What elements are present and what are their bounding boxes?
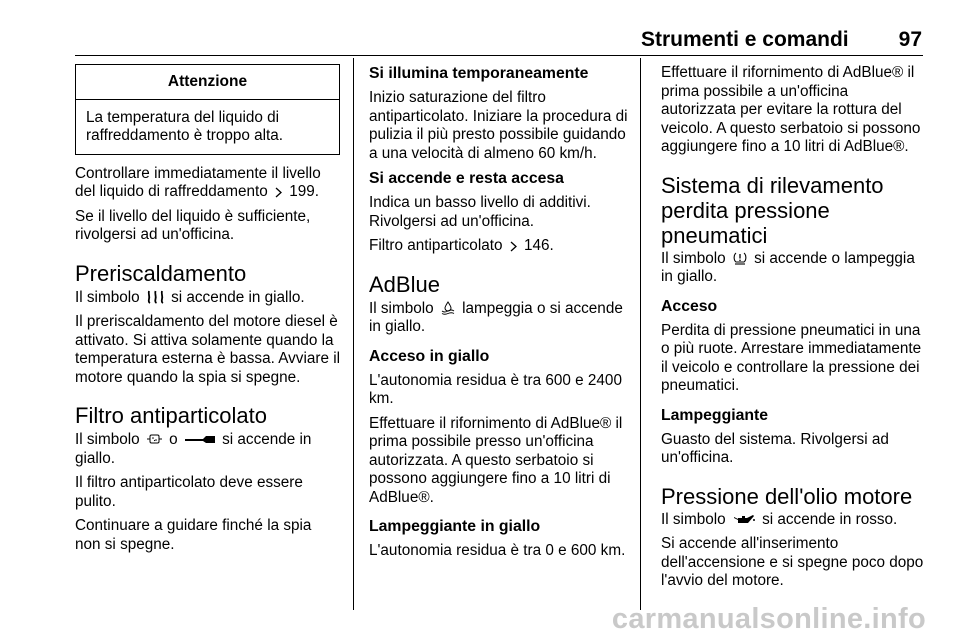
paragraph: Il simbolo si accende in giallo. (75, 288, 305, 306)
heading-acceso-giallo: Acceso in giallo (369, 347, 490, 365)
paragraph: Guasto del sistema. Rivolgersi ad un'officina. (661, 430, 889, 466)
paragraph: Il simbolo si accende o lampeggia in giallo. (661, 249, 915, 285)
paragraph: Inizio saturazione del filtro antiparticolato. Iniziare la procedura di pulizia il più presto possibile guidando a una velocità di almeno 60 km/h. (369, 89, 628, 162)
heading-acceso: Acceso (661, 297, 718, 315)
column-3 (661, 64, 927, 597)
page-header (641, 26, 922, 54)
paragraph: Se il livello del liquido è sufficiente, rivolgersi ad un'officina. (75, 207, 311, 243)
warning-box (75, 64, 340, 155)
glow-plug-icon (147, 290, 164, 304)
page-reference-arrow-icon (510, 241, 517, 252)
paragraph: Il filtro antiparticolato deve essere pulito. (75, 474, 303, 510)
warning-box-text: La temperatura del liquido di raffreddamento è troppo alta. (86, 108, 284, 144)
page-number: 97 (898, 28, 922, 51)
heading-si-accende: Si accende e resta accesa (369, 170, 564, 187)
paragraph: Il preriscaldamento del motore diesel è attivato. Si attiva solamente quando la temperatura esterna è bassa. Avviare il motore quando la spia si spegne. (75, 313, 341, 386)
paragraph: Il simbolo o si accende in giallo. (75, 431, 312, 467)
heading-pressione-olio: Pressione dell'olio motore (661, 483, 913, 509)
page-reference-arrow-icon (275, 187, 282, 198)
column-2 (369, 64, 633, 567)
header-rule (75, 55, 923, 56)
paragraph: Filtro antiparticolato 146. (369, 237, 554, 254)
watermark: carmanualsonline.info (611, 603, 926, 635)
warning-box-title: Attenzione (76, 65, 339, 100)
heading-si-illumina: Si illumina temporaneamente (369, 65, 589, 82)
paragraph: Continuare a guidare finché la spia non si spegne. (75, 517, 312, 553)
particulate-filter-icon (147, 432, 162, 446)
paragraph: Perdita di pressione pneumatici in una o più ruote. Arrestare immediatamente il veicolo e controllare la pressione dei pneumatici. (661, 321, 922, 394)
paragraph: Indica un basso livello di additivi. Rivolgersi ad un'officina. (369, 194, 591, 230)
column-divider (353, 58, 354, 610)
heading-adblue: AdBlue (369, 271, 440, 297)
oil-can-icon (733, 514, 755, 526)
adblue-icon (441, 301, 455, 315)
heading-preriscaldamento: Preriscaldamento (75, 260, 247, 286)
paragraph: Effettuare il rifornimento di AdBlue® il prima possibile a un'officina autorizzata per evitare la rottura del veicolo. A questo serbatoio si possono aggiungere fino a 10 litri di AdBlue®. (661, 64, 921, 155)
heading-sistema-pneumatici: Sistema di rilevamento perdita pressione pneumatici (661, 172, 884, 248)
heading-filtro: Filtro antiparticolato (75, 403, 267, 428)
column-1 (75, 64, 340, 560)
heading-lampeggiante-giallo: Lampeggiante in giallo (369, 518, 541, 535)
column-divider (640, 58, 641, 610)
section-title: Strumenti e comandi (640, 28, 849, 51)
exhaust-pipe-icon (185, 434, 215, 446)
paragraph: Il simbolo lampeggia o si accende in giallo. (369, 299, 623, 335)
heading-lampeggiante: Lampeggiante (661, 406, 769, 424)
tire-pressure-icon (733, 251, 747, 265)
paragraph: Controllare immediatamente il livello del liquido di raffreddamento 199. (75, 164, 321, 200)
paragraph: Si accende all'inserimento dell'accensione e si spegne poco dopo l'avvio del motore. (661, 535, 924, 589)
paragraph: L'autonomia residua è tra 0 e 600 km. (369, 542, 626, 559)
paragraph: L'autonomia residua è tra 600 e 2400 km. (369, 371, 622, 407)
paragraph: Il simbolo si accende in rosso. (661, 510, 898, 528)
paragraph: Effettuare il rifornimento di AdBlue® il prima possibile presso un'officina autorizzata. A questo serbatoio si possono aggiungere fino a 10 litri di AdBlue®. (369, 414, 623, 506)
